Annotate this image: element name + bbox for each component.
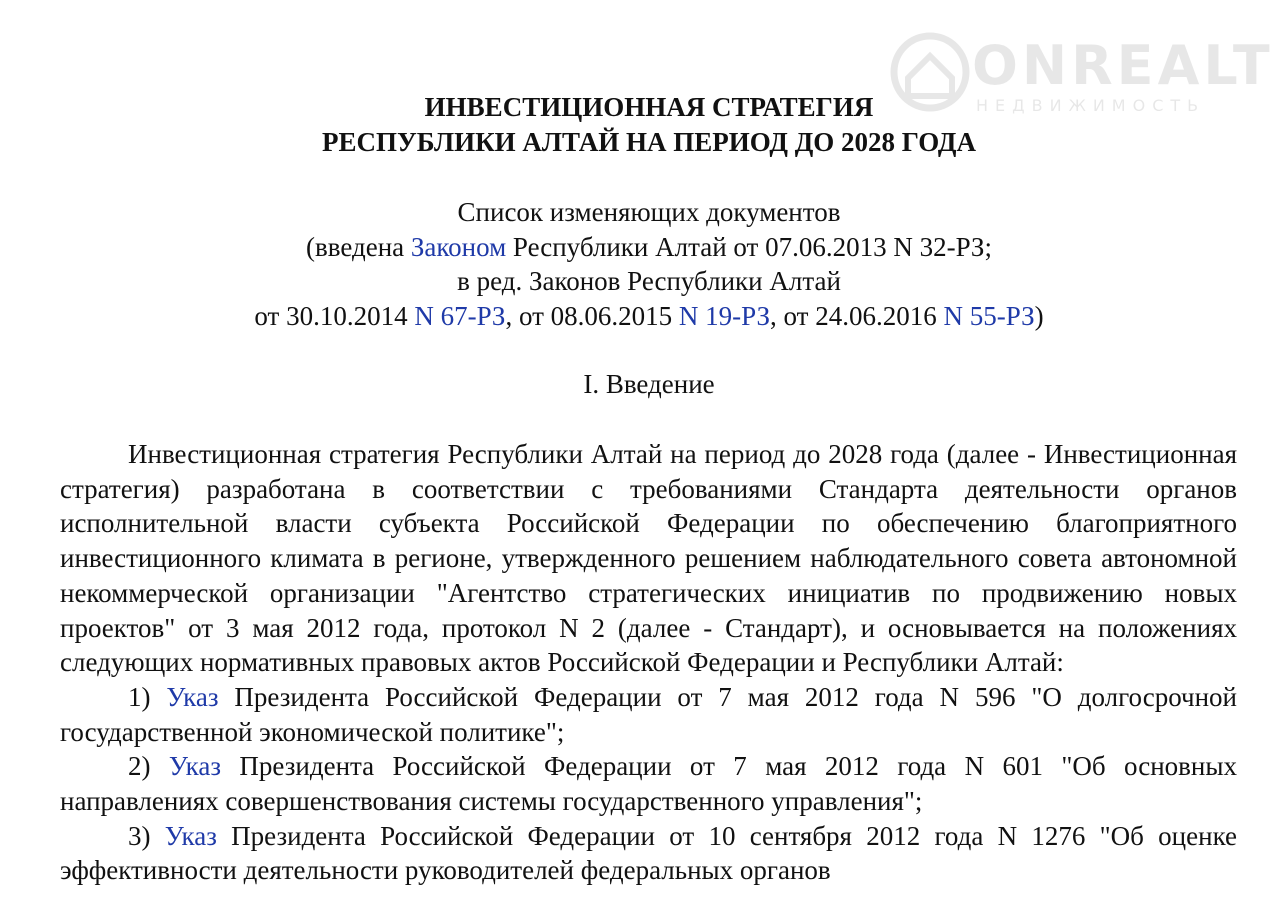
item-number: 2): [128, 751, 169, 782]
item-text: Президента Российской Федерации от 7 мая 2012 года N 601 "Об основных направлениях совершенствования системы государственного управления";: [60, 751, 1237, 817]
amendments-heading: Список изменяющих документов: [457, 197, 841, 227]
list-item: [60, 680, 1237, 749]
amendments-block: [0, 195, 1280, 333]
section-heading: I. Введение: [583, 369, 715, 399]
amendments-text: Республики Алтай от 07.06.2013 N 32-РЗ;: [506, 231, 992, 262]
law-link-19[interactable]: N 19-РЗ: [678, 300, 771, 331]
amendments-text: (введена: [306, 231, 411, 262]
list-item: [60, 749, 1237, 818]
title-line-1: ИНВЕСТИЦИОННАЯ СТРАТЕГИЯ: [424, 92, 874, 122]
decree-link[interactable]: Указ: [166, 681, 219, 712]
law-link[interactable]: Законом: [410, 231, 507, 262]
amendments-text: ): [1034, 300, 1044, 331]
amendments-line-3: в ред. Законов Республики Алтай: [457, 266, 841, 296]
title-line-2: РЕСПУБЛИКИ АЛТАЙ НА ПЕРИОД ДО 2028 ГОДА: [321, 127, 977, 157]
amendments-line-4: [0, 299, 1280, 334]
decree-link[interactable]: Указ: [168, 751, 222, 782]
watermark-subtitle: НЕДВИЖИМОСТЬ: [976, 96, 1206, 115]
intro-paragraph: Инвестиционная стратегия Республики Алтай на период до 2028 года (далее - Инвестиционная стратегия) разработана в соответствии с требованиями Стандарта деятельности органов исполнительной власти субъекта Российской Федерации по обеспечению благоприятного инвестиционного климата в регионе, утвержденного решением наблюдательного совета автономной некоммерческой организации "Агентство стратегических инициатив по продвижению новых проектов" от 3 мая 2012 года, протокол N 2 (далее - Стандарт), и основывается на положениях следующих нормативных правовых актов Российской Федерации и Республики Алтай:: [60, 439, 1237, 678]
item-number: 1): [128, 681, 167, 712]
amendments-line-2: [0, 230, 1280, 265]
document-title: [0, 90, 1280, 160]
list-item: [60, 819, 1237, 888]
item-number: 3): [128, 820, 165, 851]
item-text: Президента Российской Федерации от 10 сентября 2012 года N 1276 "Об оценке эффективности деятельности руководителей федеральных органов: [60, 820, 1237, 886]
amendments-text: , от 24.06.2016: [770, 300, 944, 331]
amendments-text: , от 08.06.2015: [505, 300, 679, 331]
watermark-brand: ONREALT: [972, 34, 1274, 97]
law-link-55[interactable]: N 55-РЗ: [943, 300, 1035, 331]
item-text: Президента Российской Федерации от 7 мая 2012 года N 596 "О долгосрочной государственной экономической политике";: [60, 681, 1237, 747]
decree-link[interactable]: Указ: [164, 820, 217, 851]
amendments-text: от 30.10.2014: [254, 300, 415, 331]
document-body: [60, 437, 1237, 888]
law-link-67[interactable]: N 67-РЗ: [414, 300, 506, 331]
